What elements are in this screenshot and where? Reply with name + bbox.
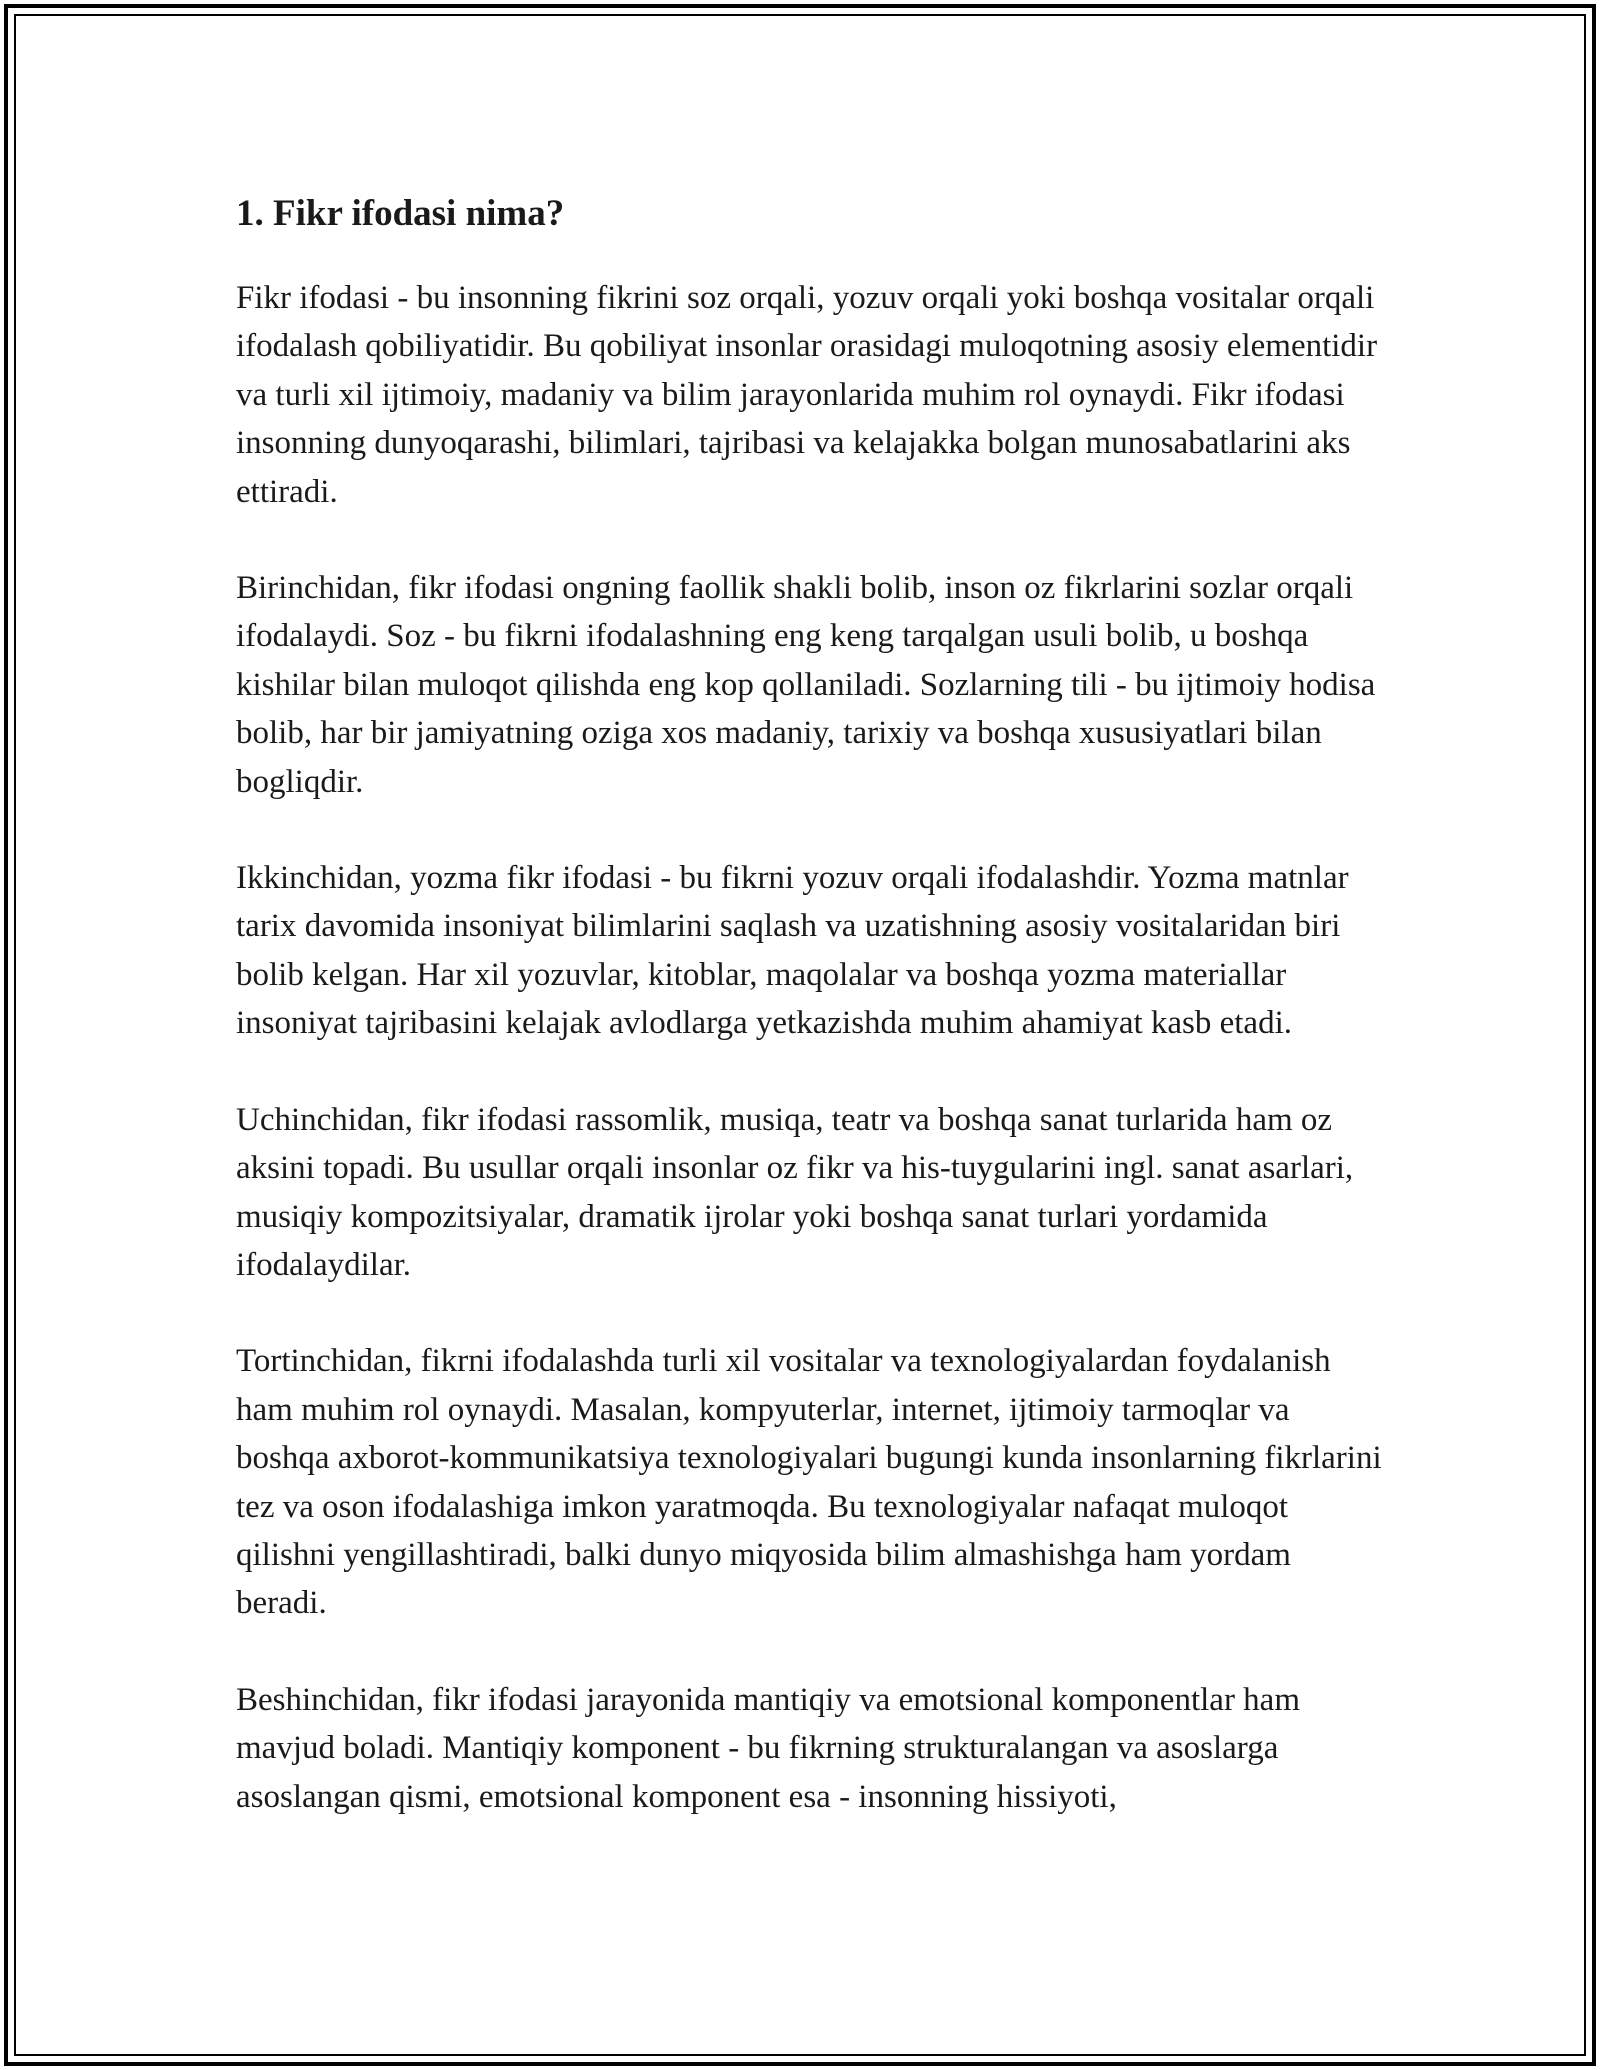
paragraph-5: Tortinchidan, fikrni ifodalashda turli xil vositalar va texnologiyalardan foydalanish ham muhim rol oynaydi. Masalan, kompyuterlar, internet, ijtimoiy tarmoqlar va boshqa axborot-kommunikatsiya texnologiyalari bugungi kunda insonlarning fikrlarini tez va oson ifodalashiga imkon yaratmoqda. Bu texnologiyalar nafaqat muloqot qilishni yengillashtiradi, balki dunyo miqyosida bilim almashishga ham yordam beradi. — [236, 1343, 1382, 1622]
paragraph-6: Beshinchidan, fikr ifodasi jarayonida mantiqiy va emotsional komponentlar ham mavjud boladi. Mantiqiy komponent - bu fikrning strukturalangan va asoslarga asoslangan qismi, emotsional komponent esa - insonning hissiyoti, — [236, 1681, 1300, 1815]
document-body — [236, 186, 1386, 1869]
page-title: 1. Fikr ifodasi nima? — [236, 193, 565, 234]
paragraph-4: Uchinchidan, fikr ifodasi rassomlik, musiqa, teatr va boshqa sanat turlarida ham oz aksini topadi. Bu usullar orqali insonlar oz fikr va his-tuygularini ingl. sanat asarlari, musiqiy kompozitsiyalar, dramatik ijrolar yoki boshqa sanat turlari yordamida ifodalaydilar. — [236, 1101, 1354, 1283]
paragraph-1: Fikr ifodasi - bu insonning fikrini soz orqali, yozuv orqali yoki boshqa vositalar orqali ifodalash qobiliyatidir. Bu qobiliyat insonlar orasidagi muloqotning asosiy elementidir va turli xil ijtimoiy, madaniy va bilim jarayonlarida muhim rol oynaydi. Fikr ifodasi insonning dunyoqarashi, bilimlari, tajribasi va kelajakka bolgan munosabatlarini aks ettiradi. — [236, 280, 1378, 510]
paragraph-3: Ikkinchidan, yozma fikr ifodasi - bu fikrni yozuv orqali ifodalashdir. Yozma matnlar tarix davomida insoniyat bilimlarini saqlash va uzatishning asosiy vositalaridan biri bolib kelgan. Har xil yozuvlar, kitoblar, maqolalar va boshqa yozma materiallar insoniyat tajribasini kelajak avlodlarga yetkazishda muhim ahamiyat kasb etadi. — [236, 860, 1349, 1042]
paragraph-2: Birinchidan, fikr ifodasi ongning faollik shakli bolib, inson oz fikrlarini sozlar orqali ifodalaydi. Soz - bu fikrni ifodalashning eng keng tarqalgan usuli bolib, u boshqa kishilar bilan muloqot qilishda eng kop qollaniladi. Sozlarning tili - bu ijtimoiy hodisa bolib, har bir jamiyatning oziga xos madaniy, tarixiy va boshqa xususiyatlari bilan bogliqdir. — [236, 570, 1376, 800]
